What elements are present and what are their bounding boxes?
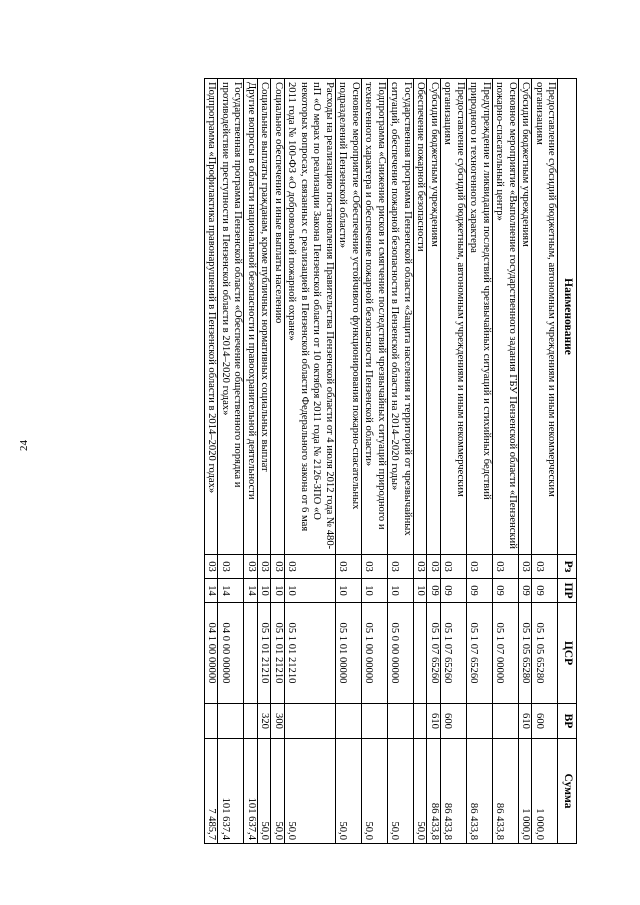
cell-name: Основное мероприятие «Выполнение государственного задания ГБУ Пензенской области «Пензенский пожарно-спасательный центр» [492, 79, 518, 555]
table-row [218, 79, 244, 844]
cell-sum: 50,0 [361, 739, 387, 844]
cell-name: Субсидии бюджетным учреждениям [518, 79, 532, 555]
cell-name: Социальное обеспечение и иные выплаты населению [271, 79, 285, 555]
table-row [518, 79, 532, 844]
cell-sum: 86 433,8 [492, 739, 518, 844]
cell-csr: 04 0 00 00000 [218, 603, 244, 704]
cell-sum: 50,0 [387, 739, 413, 844]
header-name: Наименование [558, 79, 577, 555]
table-row [271, 79, 285, 844]
cell-vr: 610 [518, 704, 532, 739]
cell-rz: 03 [284, 555, 335, 579]
header-rz: Рз [558, 555, 577, 579]
cell-pr: 10 [271, 579, 285, 603]
budget-table [204, 78, 577, 844]
cell-csr [413, 603, 427, 704]
cell-pr: 10 [257, 579, 271, 603]
cell-vr [466, 704, 492, 739]
cell-name: Государственная программа Пензенской области «Защита населения и территорий от чрезвычайных ситуаций, обеспечение пожарной безопасности в Пензенской области на 2014–2020 годы» [387, 79, 413, 555]
cell-csr: 05 1 01 21210 [271, 603, 285, 704]
cell-pr: 09 [440, 579, 466, 603]
cell-name: Предоставление субсидий бюджетным, автономным учреждениям и иным некоммерческим организациям [440, 79, 466, 555]
header-csr: ЦСР [558, 603, 577, 704]
cell-rz: 03 [413, 555, 427, 579]
cell-vr [335, 704, 361, 739]
cell-pr: 09 [466, 579, 492, 603]
cell-name: Другие вопросы в области национальной безопасности и правоохранительной деятельности [244, 79, 258, 555]
cell-name: Расходы на реализацию постановления Правительства Пензенской области от 4 июля 2012 года № 480-пП «О мерах по реализации Закона Пензенской области от 10 октября 2011 года № 2126-ЗПО «О некоторых вопросах, связанных с реализацией в Пензенской области Федерального закона от 6 мая 2011 года № 100-ФЗ «О добровольной пожарной охране» [284, 79, 335, 555]
table-row [532, 79, 558, 844]
cell-sum: 86 433,8 [440, 739, 466, 844]
cell-pr: 09 [518, 579, 532, 603]
cell-sum: 86 433,8 [427, 739, 441, 844]
cell-vr [361, 704, 387, 739]
page-number: 24 [18, 440, 30, 451]
cell-vr [218, 704, 244, 739]
cell-vr: 610 [427, 704, 441, 739]
cell-csr: 05 1 00 00000 [361, 603, 387, 704]
cell-pr: 09 [492, 579, 518, 603]
cell-name: Подпрограмма «Снижение рисков и смягчение последствий чрезвычайных ситуаций природного и техногенного характера и обеспечение пожарной безопасности Пензенской области» [361, 79, 387, 555]
cell-vr [387, 704, 413, 739]
cell-sum: 50,0 [257, 739, 271, 844]
cell-name: Социальные выплаты гражданам, кроме публичных нормативных социальных выплат [257, 79, 271, 555]
table-row [244, 79, 258, 844]
header-pr: ПР [558, 579, 577, 603]
cell-sum: 50,0 [413, 739, 427, 844]
cell-csr: 05 1 05 65280 [518, 603, 532, 704]
cell-vr [492, 704, 518, 739]
cell-pr: 14 [218, 579, 244, 603]
cell-pr: 10 [413, 579, 427, 603]
cell-pr: 14 [244, 579, 258, 603]
cell-sum: 101 637,4 [244, 739, 258, 844]
cell-csr: 05 1 01 21210 [257, 603, 271, 704]
cell-pr: 09 [427, 579, 441, 603]
cell-vr: 300 [271, 704, 285, 739]
cell-rz: 03 [492, 555, 518, 579]
cell-sum: 86 433,8 [466, 739, 492, 844]
cell-sum: 50,0 [335, 739, 361, 844]
header-sum: Сумма [558, 739, 577, 844]
cell-sum: 50,0 [284, 739, 335, 844]
cell-pr: 10 [284, 579, 335, 603]
table-row [257, 79, 271, 844]
table-row [492, 79, 518, 844]
cell-vr: 600 [532, 704, 558, 739]
cell-pr: 14 [204, 579, 218, 603]
cell-vr [204, 704, 218, 739]
table-row [440, 79, 466, 844]
cell-vr [244, 704, 258, 739]
cell-csr: 05 1 07 00000 [492, 603, 518, 704]
cell-name: Предупреждение и ликвидация последствий чрезвычайных ситуаций и стихийных бедствий природного и техногенного характера [466, 79, 492, 555]
cell-csr: 05 1 05 65280 [532, 603, 558, 704]
cell-rz: 03 [218, 555, 244, 579]
cell-csr: 04 1 00 00000 [204, 603, 218, 704]
cell-vr [284, 704, 335, 739]
cell-name: Обеспечение пожарной безопасности [413, 79, 427, 555]
cell-rz: 03 [440, 555, 466, 579]
table-row [204, 79, 218, 844]
cell-csr: 05 1 07 65260 [466, 603, 492, 704]
cell-vr: 600 [440, 704, 466, 739]
header-row [558, 79, 577, 844]
table-body [204, 79, 558, 844]
cell-name: Основное мероприятие «Обеспечение устойчивого функционирования пожарно-спасательных подразделений Пензенской области» [335, 79, 361, 555]
cell-csr: 05 1 01 21210 [284, 603, 335, 704]
table-row [335, 79, 361, 844]
cell-rz: 03 [271, 555, 285, 579]
cell-rz: 03 [361, 555, 387, 579]
cell-rz: 03 [518, 555, 532, 579]
header-vr: ВР [558, 704, 577, 739]
rotated-page [77, 78, 577, 843]
table-row [466, 79, 492, 844]
cell-csr: 05 1 07 65260 [440, 603, 466, 704]
cell-vr: 320 [257, 704, 271, 739]
table-row [284, 79, 335, 844]
table-row [361, 79, 387, 844]
cell-name: Предоставление субсидий бюджетным, автономным учреждениям и иным некоммерческим организациям [532, 79, 558, 555]
table-row [427, 79, 441, 844]
cell-csr: 05 0 00 00000 [387, 603, 413, 704]
cell-rz: 03 [244, 555, 258, 579]
cell-rz: 03 [466, 555, 492, 579]
cell-rz: 03 [204, 555, 218, 579]
cell-sum: 1 000,0 [518, 739, 532, 844]
table-row [387, 79, 413, 844]
cell-rz: 03 [257, 555, 271, 579]
cell-rz: 03 [335, 555, 361, 579]
cell-sum: 50,0 [271, 739, 285, 844]
cell-pr: 10 [361, 579, 387, 603]
cell-name: Государственная программа Пензенской области «Обеспечение общественного порядка и противодействие преступности в Пензенской области в 2014–2020 годах» [218, 79, 244, 555]
cell-pr: 10 [387, 579, 413, 603]
cell-sum: 101 637,4 [218, 739, 244, 844]
cell-rz: 03 [532, 555, 558, 579]
cell-vr [413, 704, 427, 739]
cell-name: Субсидии бюджетным учреждениям [427, 79, 441, 555]
cell-csr [244, 603, 258, 704]
cell-sum: 1 000,0 [532, 739, 558, 844]
cell-csr: 05 1 07 65260 [427, 603, 441, 704]
cell-pr: 09 [532, 579, 558, 603]
cell-rz: 03 [427, 555, 441, 579]
table-row [413, 79, 427, 844]
cell-csr: 05 1 01 00000 [335, 603, 361, 704]
cell-rz: 03 [387, 555, 413, 579]
cell-sum: 7 485,7 [204, 739, 218, 844]
cell-pr: 10 [335, 579, 361, 603]
cell-name: Подпрограмма «Профилактика правонарушений в Пензенской области в 2014–2020 годах» [204, 79, 218, 555]
